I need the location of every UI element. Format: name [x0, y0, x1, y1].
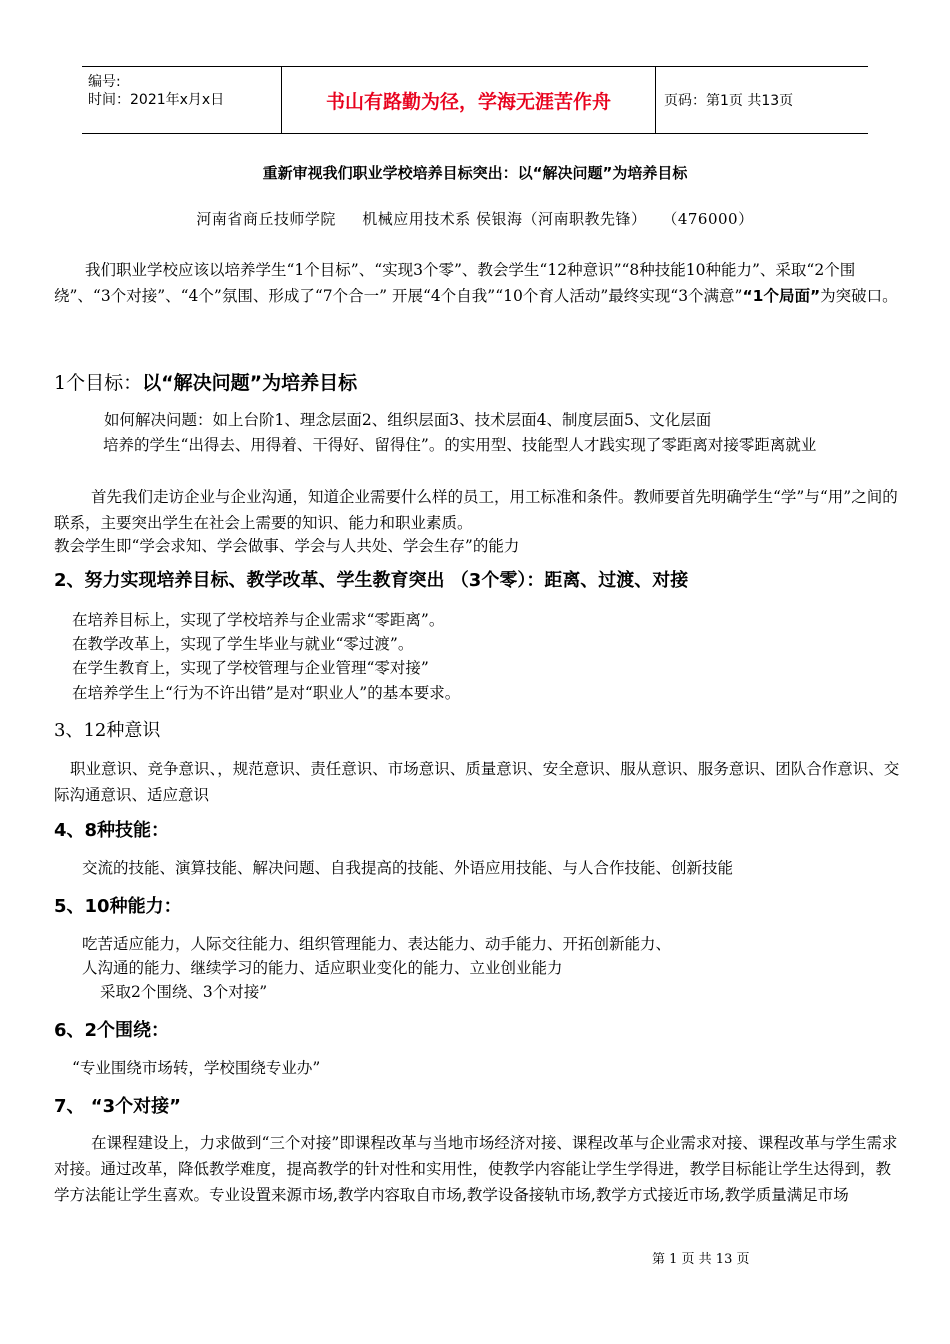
header-motto: 书山有路勤为径，学海无涯苦作舟	[282, 67, 656, 133]
section-7-text: 在课程建设上，力求做到“三个对接”即课程改革与当地市场经济对接、课程改革与企业需求对接、课程改革与学生需求对接。通过改革，降低教学难度，提高教学的针对性和实用性，使教学内容能让学生学得进，教学目标能让学生达得到，教学方法能让学生喜欢。专业设置来源市场,教学内容取自市场,教学设备接轨市场,教学方式接近市场,教学质量满足市场	[54, 1134, 898, 1204]
section-1-heading: 1个目标：以“解决问题”为培养目标	[54, 372, 358, 394]
section-1-line-1: 如何解决问题：如上台阶1、理念层面2、组织层面3、技术层面4、制度层面5、文化层面	[104, 411, 712, 429]
section-5-line-2: 人沟通的能力、继续学习的能力、适应职业变化的能力、立业创业能力	[82, 959, 563, 977]
section-2-line-4: 在培养学生上“行为不许出错”是对“职业人”的基本要求。	[72, 684, 461, 702]
section-4-heading: 4、8种技能：	[54, 820, 170, 841]
page-footer: 第 1 页 共 13 页	[652, 1252, 750, 1267]
section-1-para-2: 培养的学生“出得去、用得着、干得好、留得住”。的实用型、技能型人才践实现了零距离对接零距离就业	[103, 436, 817, 454]
intro-paragraph: 我们职业学校应该以培养学生“1个目标”、“实现3个零”、教会学生“12种意识”“8种技能10种能力”、采取“2个围绕”、“3个对接”、“4个”氛围、形成了“7个合一” 开展“4个自我”“10个育人活动”最终实现“3个满意”“1个局面”为突破口。	[54, 261, 898, 305]
time-label: 时间：2021年x月x日	[88, 92, 225, 108]
section-2-line-3: 在学生教育上，实现了学校管理与企业管理“零对接”	[72, 659, 429, 677]
section-1-para-3: 首先我们走访企业与企业沟通，知道企业需要什么样的员工，用工标准和条件。教师要首先明确学生“学”与“用”之间的联系，主要突出学生在社会上需要的知识、能力和职业素质。	[54, 488, 898, 532]
section-1-line-4: 教会学生即“学会求知、学会做事、学会与人共处、学会生存”的能力	[54, 537, 520, 555]
section-5-line-3: 采取2个围绕、3个对接”	[100, 983, 268, 1001]
section-6-text: “专业围绕市场转，学校围绕专业办”	[72, 1059, 321, 1077]
section-6-heading: 6、2个围绕：	[54, 1020, 170, 1041]
number-label: 编号:	[88, 74, 121, 90]
section-2-line-1: 在培养目标上，实现了学校培养与企业需求“零距离”。	[72, 611, 445, 629]
document-title: 重新审视我们职业学校培养目标突出：以“解决问题”为培养目标	[262, 164, 688, 182]
section-7-heading: 7、 “3个对接”	[54, 1096, 181, 1117]
section-4-text: 交流的技能、演算技能、解决问题、自我提高的技能、外语应用技能、与人合作技能、创新技能	[82, 859, 734, 877]
section-5-heading: 5、10种能力：	[54, 896, 182, 917]
section-3-text: 职业意识、竞争意识、，规范意识、责任意识、市场意识、质量意识、安全意识、服从意识、服务意识、团队合作意识、交际沟通意识、适应意识	[54, 760, 900, 804]
header-table	[82, 66, 868, 134]
header-meta-cell	[82, 67, 282, 133]
section-2-heading: 2、努力实现培养目标、教学改革、学生教育突出 （3个零）：距离、过渡、对接	[54, 570, 689, 591]
section-5-line-1: 吃苦适应能力，人际交往能力、组织管理能力、表达能力、动手能力、开拓创新能力、	[82, 935, 672, 953]
section-3-heading: 3、12种意识	[54, 720, 161, 741]
section-2-line-2: 在教学改革上，实现了学生毕业与就业“零过渡”。	[72, 635, 414, 653]
author-byline: 河南省商丘技师学院 机械应用技术系 侯银海（河南职教先锋） （476000）	[196, 210, 754, 228]
header-page-code: 页码：第1页 共13页	[664, 93, 794, 109]
